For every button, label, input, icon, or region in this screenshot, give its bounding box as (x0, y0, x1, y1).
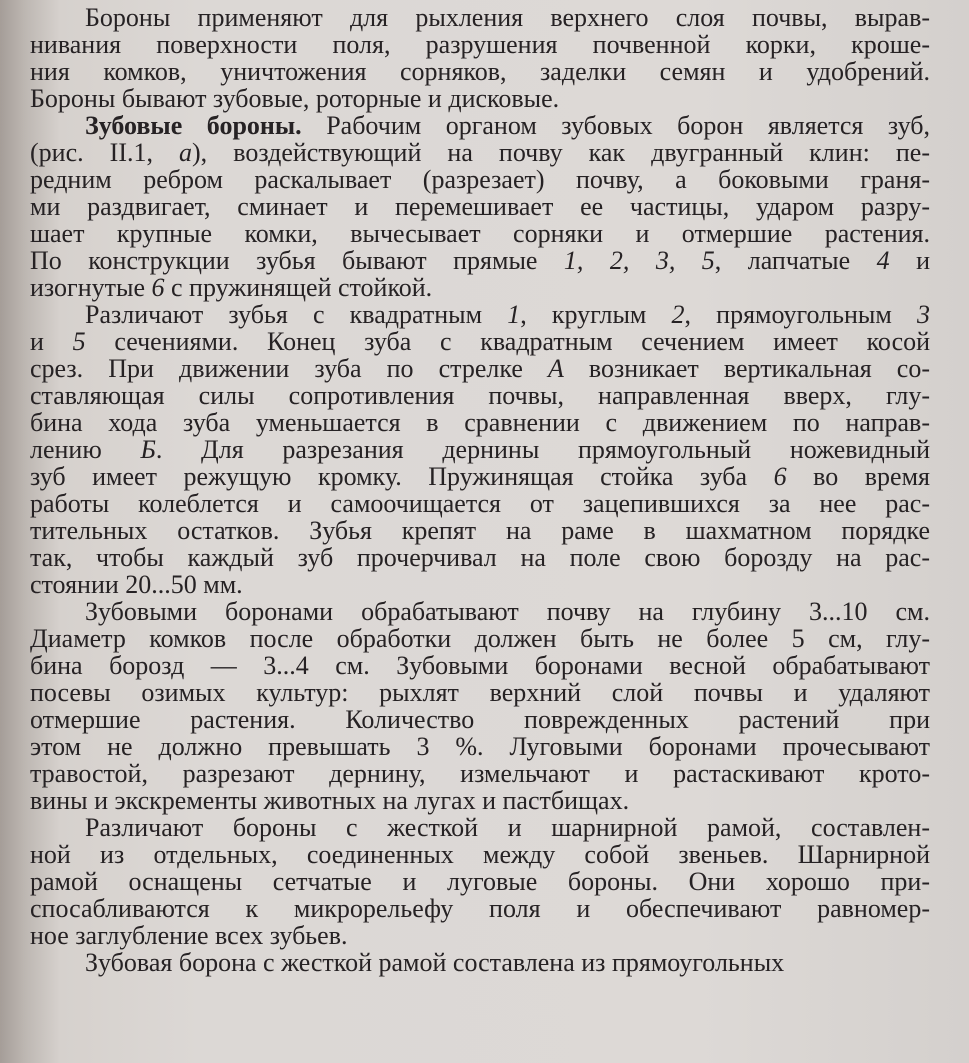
text-run: ставляющая силы сопротивления почвы, направленная вверх, глу- (30, 381, 930, 410)
text-run: ное заглубление всех зубьев. (30, 921, 348, 950)
text-run: с пружинящей стойкой. (164, 273, 433, 302)
text-run: рамой оснащены сетчатые и луговые бороны. Они хорошо при- (30, 867, 930, 896)
text-line (30, 895, 930, 922)
text-line (30, 436, 930, 463)
italic-label-run: 4 (876, 246, 890, 275)
text-run: лению (30, 435, 141, 464)
text-run: шает крупные комки, вычесывает сорняки и отмершие растения. (30, 219, 930, 248)
text-line (30, 274, 930, 301)
text-line (30, 760, 930, 787)
italic-label-run: Б (140, 435, 156, 464)
text-run: срез. При движении зуба по стрелке (30, 354, 548, 383)
text-line (30, 922, 930, 949)
text-line (30, 301, 930, 328)
text-run: Различают бороны с жесткой и шарнирной рамой, составлен- (85, 813, 930, 842)
text-line (30, 166, 930, 193)
body-text (30, 4, 930, 976)
text-line (30, 247, 930, 274)
text-line (30, 733, 930, 760)
text-line (30, 382, 930, 409)
text-line (30, 949, 930, 976)
text-run: , прямоугольным (684, 300, 917, 329)
text-run: и (889, 246, 930, 275)
text-run: бина хода зуба уменьшается в сравнении с движением по направ- (30, 408, 930, 437)
text-line (30, 328, 930, 355)
text-run: так, чтобы каждый зуб прочерчивал на поле свою борозду на рас- (30, 543, 930, 572)
text-line (30, 814, 930, 841)
italic-label-run: 2 (671, 300, 685, 329)
text-run: посевы озимых культур: рыхлят верхний слой почвы и удаляют (30, 678, 930, 707)
text-run: Рабочим органом зубовых борон является зуб, (301, 111, 930, 140)
text-line (30, 85, 930, 112)
text-line (30, 409, 930, 436)
text-run: отмершие растения. Количество поврежденных растений при (30, 705, 930, 734)
italic-label-run: А (547, 354, 564, 383)
text-run: По конструкции зубья бывают прямые (30, 246, 564, 275)
text-run: вины и экскременты животных на лугах и пастбищах. (30, 786, 630, 815)
text-line (30, 220, 930, 247)
text-run: ния комков, уничтожения сорняков, заделки семян и удобрений. (30, 57, 930, 86)
italic-label-run: 6 (773, 462, 787, 491)
text-run: зуб имеет режущую кромку. Пружинящая стойка зуба (30, 462, 774, 491)
text-run: Различают зубья с квадратным (85, 300, 508, 329)
text-run: ми раздвигает, сминает и перемешивает ее частицы, ударом разру- (30, 192, 930, 221)
text-run: возникает вертикальная со- (563, 354, 930, 383)
text-run: сечениями. Конец зуба с квадратным сечением имеет косой (85, 327, 930, 356)
text-line (30, 31, 930, 58)
italic-label-run: 1 (507, 300, 521, 329)
text-run: тительных остатков. Зубья крепят на раме в шахматном порядке (30, 516, 930, 545)
text-run: Бороны бывают зубовые, роторные и дисковые. (30, 84, 560, 113)
text-line (30, 625, 930, 652)
text-run: этом не должно превышать 3 %. Луговыми боронами прочесывают (30, 732, 930, 761)
text-line (30, 193, 930, 220)
italic-label-run: 5 (72, 327, 86, 356)
text-line (30, 490, 930, 517)
text-line (30, 841, 930, 868)
text-line (30, 4, 930, 31)
text-run: травостой, разрезают дернину, измельчают и растаскивают крото- (30, 759, 930, 788)
bold-heading-run: Зубовые бороны. (85, 111, 302, 140)
text-line (30, 355, 930, 382)
italic-label-run: 6 (151, 273, 165, 302)
text-run: нивания поверхности поля, разрушения почвенной корки, кроше- (30, 30, 930, 59)
text-run: изогнутые (30, 273, 152, 302)
text-run: во время (786, 462, 930, 491)
text-line (30, 544, 930, 571)
text-run: , лапчатые (714, 246, 877, 275)
text-run: , круглым (520, 300, 672, 329)
text-line (30, 679, 930, 706)
text-run: Зубовыми боронами обрабатывают почву на глубину 3...10 см. (85, 597, 930, 626)
text-run: Диаметр комков после обработки должен быть не более 5 см, глу- (30, 624, 930, 653)
text-run: и (30, 327, 73, 356)
text-run: (рис. II.1, (30, 138, 180, 167)
text-run: работы колеблется и самоочищается от зацепившихся за нее рас- (30, 489, 930, 518)
text-run: бина борозд — 3...4 см. Зубовыми боронами весной обрабатывают (30, 651, 930, 680)
text-run: стоянии 20...50 мм. (30, 570, 243, 599)
italic-label-run: 1, 2, 3, 5 (563, 246, 715, 275)
italic-label-run: а (179, 138, 193, 167)
text-line (30, 58, 930, 85)
text-line (30, 112, 930, 139)
text-run: спосабливаются к микрорельефу поля и обеспечивают равномер- (30, 894, 930, 923)
italic-label-run: 3 (917, 300, 930, 329)
text-line (30, 598, 930, 625)
text-line (30, 571, 930, 598)
text-run: редним ребром раскалывает (разрезает) почву, а боковыми граня- (30, 165, 930, 194)
text-run: ), воздействующий на почву как двугранный клин: пе- (192, 138, 930, 167)
text-run: . Для разрезания дернины прямоугольный ножевидный (155, 435, 930, 464)
text-line (30, 517, 930, 544)
text-line (30, 652, 930, 679)
text-line (30, 463, 930, 490)
text-run: Зубовая борона с жесткой рамой составлена из прямоугольных (85, 948, 785, 977)
text-line (30, 868, 930, 895)
text-line (30, 139, 930, 166)
text-line (30, 787, 930, 814)
text-run: Бороны применяют для рыхления верхнего слоя почвы, вырав- (85, 3, 930, 32)
text-line (30, 706, 930, 733)
text-run: ной из отдельных, соединенных между собой звеньев. Шарнирной (30, 840, 930, 869)
